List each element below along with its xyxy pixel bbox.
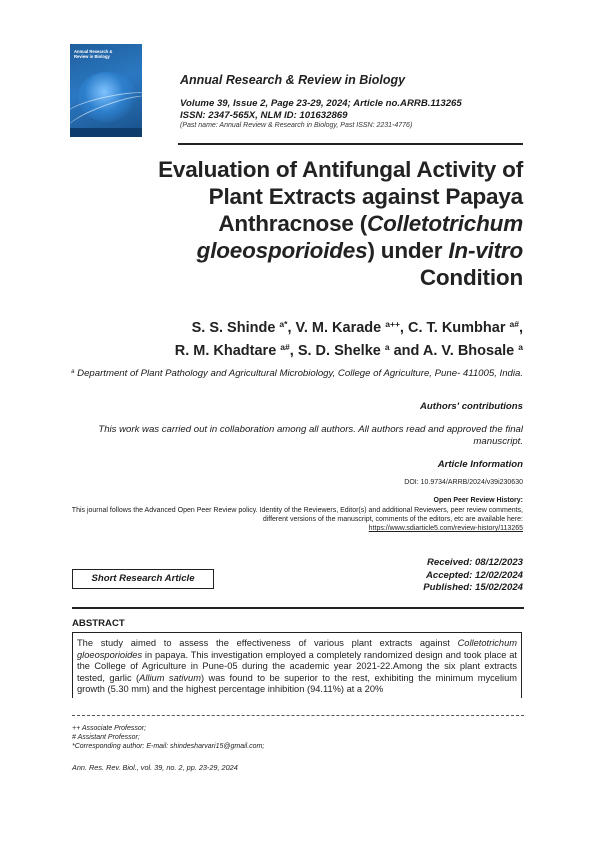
paper-title xyxy=(103,156,523,291)
accepted-date: Accepted: 12/02/2024 xyxy=(425,569,523,581)
author-name: , S. D. Shelke xyxy=(289,343,385,359)
title-line: Plant Extracts against Papaya xyxy=(208,184,523,209)
cover-title-line1: Annual Research & xyxy=(74,49,113,54)
author-affiliation-mark: a* xyxy=(279,319,288,329)
volume-line: Volume 39, Issue 2, Page 23-29, 2024; Article no.ARRB.113265 xyxy=(180,98,462,109)
abstract-species: Colletotrichum gloeosporioides xyxy=(77,638,517,660)
author-affiliation-mark: a xyxy=(384,342,390,352)
footnote-assistant: # Assistant Professor; xyxy=(72,734,140,741)
title-italic: In-vitro xyxy=(448,238,523,263)
abstract-text: The study aimed to assess the effectiveness of various plant extracts against xyxy=(77,638,458,648)
article-dates xyxy=(423,557,523,595)
cover-title xyxy=(74,49,138,59)
footnote-associate: ++ Associate Professor; xyxy=(72,725,147,732)
doi: DOI: 10.9734/ARRB/2024/v39i230630 xyxy=(404,479,523,486)
author-name: , C. T. Kumbhar xyxy=(399,320,510,336)
footnote-corresponding: *Corresponding author: E-mail: shindesharvari15@gmail.com; xyxy=(72,743,265,750)
section-divider xyxy=(72,607,524,609)
author-name: , V. M. Karade xyxy=(287,320,386,336)
author-affiliation-mark: a# xyxy=(509,319,519,329)
title-line: ) under xyxy=(367,238,449,263)
affiliation xyxy=(63,366,523,380)
open-peer-review-body: This journal follows the Advanced Open Peer Review policy. Identity of the Reviewers, Editor(s) and additional Reviewers, peer review comments, different versions of the manuscript, comments of the editors, etc are available here: xyxy=(71,507,523,523)
author-list xyxy=(63,315,523,361)
author-name: and A. V. Bhosale xyxy=(389,343,519,359)
author-affiliation-mark: a xyxy=(518,342,523,352)
title-line: Anthracnose ( xyxy=(218,211,368,236)
authors-contributions-text: This work was carried out in collaboration among all authors. All authors read and approved the final manuscript. xyxy=(98,424,523,447)
title-italic: gloeosporioides xyxy=(196,238,368,263)
cover-footer-strip xyxy=(70,128,142,137)
open-peer-review-heading: Open Peer Review History: xyxy=(433,497,523,504)
citation-line: Ann. Res. Rev. Biol., vol. 39, no. 2, pp. 23-29, 2024 xyxy=(72,763,238,772)
affiliation-text: Department of Plant Pathology and Agricultural Microbiology, College of Agriculture, Pune- 411005, India. xyxy=(74,368,523,379)
abstract-body xyxy=(72,632,522,698)
affiliation-mark: a xyxy=(71,369,75,375)
abstract-text: ) was found to be superior to the rest, exhibiting the minimum mycelium growth (5.30 mm) and the highest percentage inhibition (94.11%) at a 20% xyxy=(77,672,518,695)
published-date: Published: 15/02/2024 xyxy=(423,582,523,593)
footnote-divider xyxy=(72,715,524,716)
author-name: R. M. Khadtare xyxy=(174,343,281,359)
journal-cover-image xyxy=(70,44,142,137)
article-type-box xyxy=(72,569,214,589)
open-peer-review-text xyxy=(63,506,523,533)
abstract-species: Allium sativum xyxy=(139,672,201,683)
journal-name: Annual Research & Review in Biology xyxy=(180,73,406,87)
abstract-text: in papaya. This investigation employed a completely randomized design and took place at the College of Agriculture in Pune-05 during the academic year 2021-22.Among the six plant extracts tested, garlic ( xyxy=(77,649,517,683)
title-line: Condition xyxy=(419,265,523,290)
review-history-link[interactable]: https://www.sdiarticle5.com/review-history/113265 xyxy=(368,525,523,532)
title-italic: Colletotrichum xyxy=(367,211,523,236)
author-name: S. S. Shinde xyxy=(191,320,280,336)
author-separator: , xyxy=(518,320,523,336)
abstract-heading: ABSTRACT xyxy=(72,618,125,629)
received-date: Received: 08/12/2023 xyxy=(426,557,523,568)
issn-line: ISSN: 2347-565X, NLM ID: 101632869 xyxy=(180,110,348,121)
authors-contributions-heading: Authors' contributions xyxy=(419,401,523,412)
author-affiliation-mark: a# xyxy=(280,342,290,352)
article-information-heading: Article Information xyxy=(437,459,523,470)
header-divider xyxy=(178,143,523,145)
title-line: Evaluation of Antifungal Activity of xyxy=(158,157,523,182)
article-type-label: Short Research Article xyxy=(91,573,195,584)
past-name-line: (Past name: Annual Review & Research in Biology, Past ISSN: 2231-4776) xyxy=(180,122,413,129)
author-affiliation-mark: a++ xyxy=(385,319,400,329)
cover-title-line2: Review in Biology xyxy=(74,54,110,59)
